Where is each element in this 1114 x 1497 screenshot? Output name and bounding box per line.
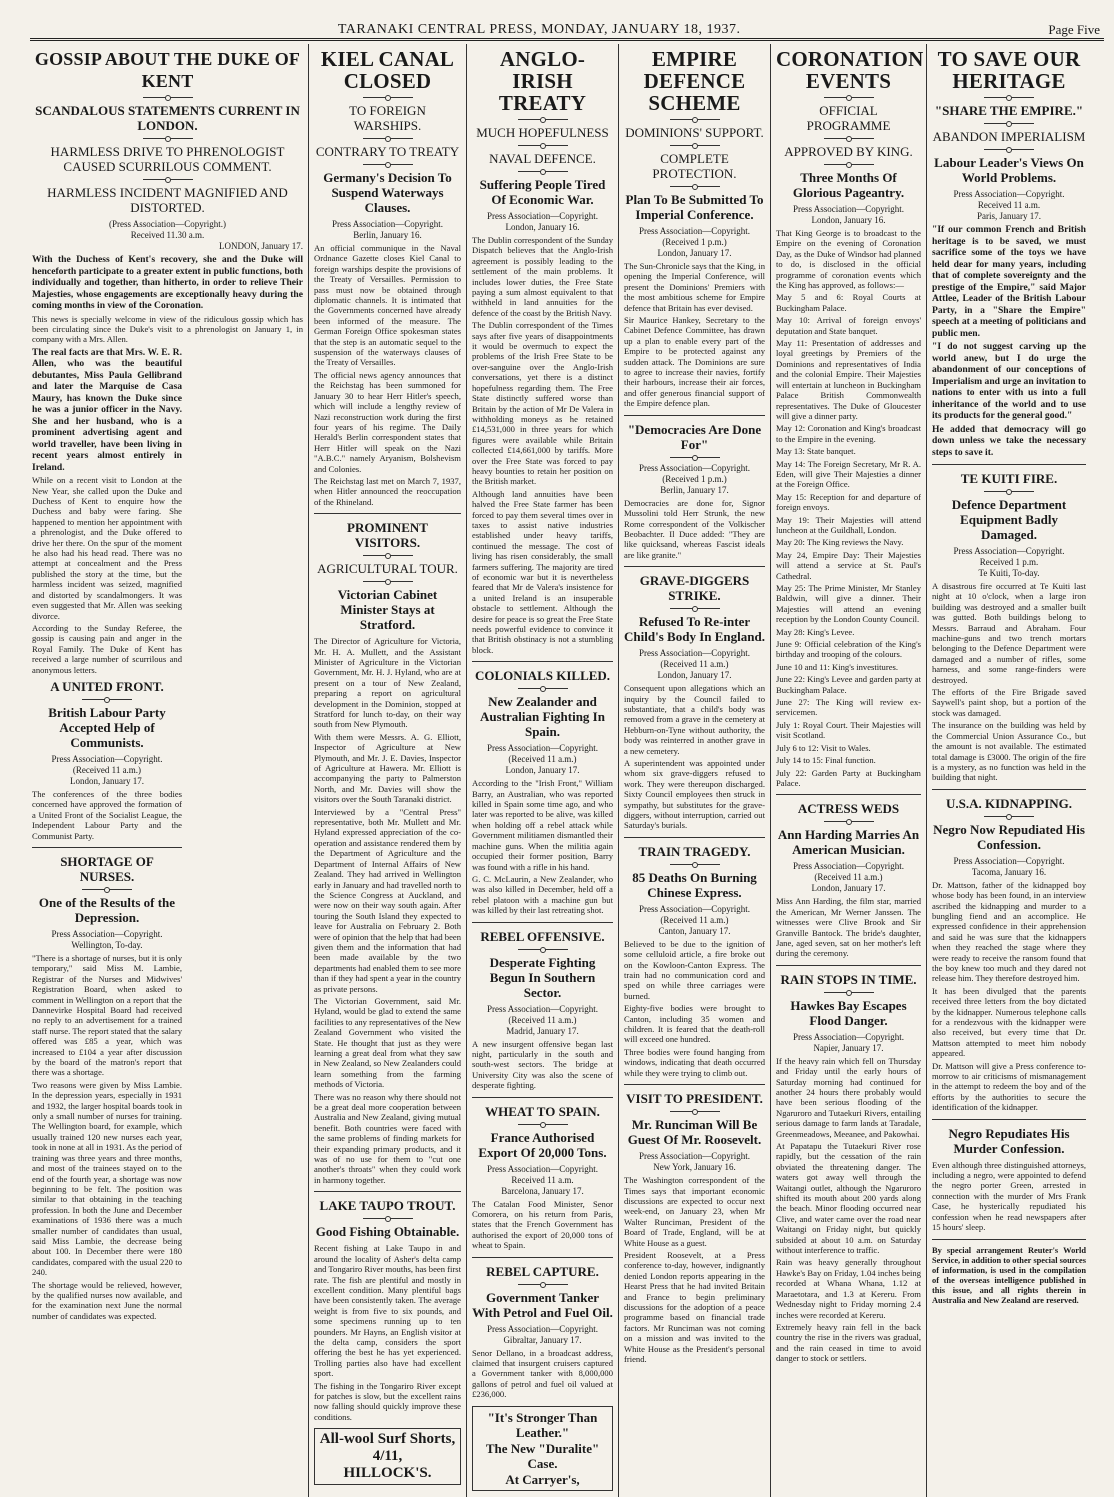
article-paragraph: The efforts of the Fire Brigade saved Saywell's paint shop, but a portion of the stock was damaged. [932,687,1086,718]
subhead-colonials: New Zealander and Australian Fighting In Spain. [480,694,605,740]
separator [984,149,1034,150]
headline-wheat: WHEAT TO SPAIN. [485,1103,600,1119]
separator [518,119,568,120]
credit: Press Association—Copyright. [486,1163,598,1174]
separator [670,864,720,865]
rule [776,794,921,795]
rule [314,513,461,514]
rule [472,922,613,923]
dateline: London, January 17. [811,883,886,894]
article-paragraph: Two reasons were given by Miss Lambie. In the depression years, especially in 1931 and 1932, the larger hospital boards took in only a small number of nurses for training. The Wellington board, for example, which usually trained 120 new nurses each year, took in none at all in 1931. As the period of training was three years and three months, and most of the trainees stayed on to the end of the fourth year, a shortage was now beginning to be felt. The position was similar to that obtaining in the teaching profession. In both the June and December examinations of 1936 there was a much smaller number of candidates than usual, said Miss Lambie, the decrease being about 100. In December there were 180 candidates, compared with the usual 220 to 240. [32,1079,182,1278]
dateline: Barcelona, January 17. [501,1185,584,1196]
dateline: Berlin, January 17. [660,484,729,495]
credit: Press Association—Copyright. [486,1003,598,1014]
subhead-gravediggers: Refused To Re-inter Child's Body In England. [624,614,765,645]
dateline: New York, January 16. [653,1162,736,1173]
article-paragraph: G. C. McLaurin, a New Zealander, who was also killed in December, held off a rebel platoon with a machine gun but was killed by their last retreating shot. [472,873,613,916]
dateline: London, January 17. [505,765,580,776]
article-paragraph: The Dublin correspondent of the Sunday Dispatch believes that the Anglo-Irish agreement is possibly leading to the settlement of the main problems. It includes lower duties, the Free State paying a sum almost equivalent to that withheld in land annuities for the defence of the coast by the British Navy. [472,235,613,318]
subhead-capture: Government Tanker With Petrol and Fuel Oil. [472,1289,613,1320]
separator [143,179,193,180]
page-number: Page Five [1048,22,1100,37]
headline-colonials: COLONIALS KILLED. [474,668,611,684]
headline-coronation: CORONATION EVENTS [776,47,924,93]
separator [518,145,568,146]
column-6 [926,44,1091,1497]
article-paragraph: With them were Messrs. A. G. Elliott, Inspector of Agriculture at New Plymouth, and Mr. J. E. Davies, Inspector of Agriculture at Hawera. Mr. Elliott is accompanying the party to Palmerston North, and Mr. Davies will show the visitors over the South Taranaki district. [314,731,461,805]
separator [363,164,413,165]
separator [143,138,193,139]
headline-visit: VISIT TO PRESIDENT. [626,1091,763,1107]
headline-taupo: LAKE TAUPO TROUT. [319,1198,456,1214]
event-item: June 9: Official celebration of the King's birthday and trooping of the colours. [776,639,921,660]
event-item: May 25: The Prime Minister, Mr Stanley Baldwin, will give a dinner. Their Majesties will attend an evening reception by the London County Council. [776,583,921,625]
article-paragraph: Three bodies were found hanging from windows, indicating that death occurred while they were trying to climb out. [624,1046,765,1078]
article-paragraph: A new insurgent offensive began last night, particularly in the south and south-west sectors. The bridge at University City was also the scene of desperate fighting. [472,1038,613,1091]
received: (Received 11 a.m.) [508,754,577,765]
credit: Press Association—Copyright. [953,189,1065,199]
ad-line: HILLOCK'S. [343,1465,432,1482]
event-item: July 14 to 15: Final function. [776,755,876,766]
article-paragraph: According to the Sunday Referee, the gossip is causing pain and anger in the Royal Family. The Duke of Kent has received a large number of scurrilous and anonymous letters. [32,622,182,675]
credit: Press Association—Copyright. [792,861,904,872]
rule [932,789,1086,790]
event-item: July 6 to 12: Visit to Wales. [776,742,871,753]
deck-empire-2: COMPLETE PROTECTION. [652,151,737,181]
article-paragraph: The Sun-Chronicle says that the King, in opening the Imperial Conference, will present the Dominions' Premiers with the most ambitious scheme for Empire defence that Britain has ever devised. [624,261,765,313]
credit: Press Association—Copyright. [638,462,750,473]
rule [472,661,613,662]
article-paragraph: While on a recent visit to London at the New Year, she called upon the Duke and Duchess of Kent to enquire how the Duchess and baby were faring. She happened to mention her appointment with a phrenologist, and the Duke offered to drive her there. On the spur of the moment he also had his head read. There was no attempt at concealment and the Press published the story at the time, but the harmless incident was seized, magnified and distorted by scandalmongers. It was even suggested that Mr. Allen was seeking divorce. [32,475,182,621]
dateline: Gibraltar, January 17. [503,1334,582,1345]
article-paragraph: The Dublin correspondent of the Times says after five years of disappointments it would be overmuch to expect the problems of the Irish Free State to be over-sanguine over the Anglo-Irish conversations, yet there is a distinct hopefulness regarding them. The Free State distinctly suffered worse than Britain by the action of Mr De Valera in withholding moneys as he retained £14,531,000 in three years for which figures were available while Britain collected £14,661,000 by tariffs. More over the Free State was forced to pay heavy bounties to retain her position on the British market. [472,320,613,487]
article-paragraph: There was no reason why there should not be a great deal more cooperation between Australia and New Zealand, giving mutual benefit. Both countries were faced with the same problems of finding markets for their expanding primary products, and it was of no use for them to "cut one another's throats" when they could work in harmony together. [314,1091,461,1185]
article-paragraph: Consequent upon allegations which an inquiry by the Council failed to substantiate, that a child's body was removed from a grave in the cemetery at Hebburn-on-Tyne without authority, the body was reinterred in another grave in a new cemetery. [624,683,765,756]
dateline: London, January 17. [70,775,144,786]
deck-heritage-1: "SHARE THE EMPIRE." [934,103,1084,118]
dateline: London, January 17. [657,670,732,681]
subhead-kiel: Germany's Decision To Suspend Waterways Clauses. [323,170,452,215]
separator [518,688,568,689]
credit: Press Association—Copyright. [486,743,598,754]
headline-heritage: TO SAVE OUR HERITAGE [937,47,1081,93]
subhead-empire: Plan To Be Submitted To Imperial Conference. [625,192,764,222]
event-item: May 15: Reception for and departure of foreign envoys. [776,491,921,513]
subhead-heritage: Labour Leader's Views On World Problems. [934,155,1084,185]
subhead-actress: Ann Harding Marries An American Musician. [777,827,920,858]
article-paragraph: Even although three distinguished attorneys, including a negro, were appointed to defend the negro porter Green, arrested in connection with the murder of Mrs Frank Case, he hysterically repudiated his confession when he read newspapers after 15 hours' sleep. [932,1159,1086,1233]
article-lead: With the Duchess of Kent's recovery, she and the Duke will henceforth participate to a greater extent in public functions, both individually and together, than hitherto, in order to relieve Their Majesties, whose engagements are exceptionally heavy during the coming months in view of the Coronation. [32,254,303,311]
separator [670,145,720,146]
headline-kidnap: U.S.A. KIDNAPPING. [945,795,1073,811]
separator [518,1124,568,1125]
credit: Press Association—Copyright. [792,204,904,214]
rule [472,1257,613,1258]
credit: (Press Association—Copyright.) [109,219,226,229]
copyright-notice: By special arrangement Reuter's World Service, in addition to other special sources of information, is used in the compilation of the overseas intelligence published in this issue, and all rights therein in Australia and New Zealand are reserved. [932,1245,1086,1305]
article-paragraph: Extremely heavy rain fell in the back country the rise in the rivers was gradual, and the rain ceased in time to avoid danger to stock or settlers. [776,1321,921,1364]
dateline: London, January 16. [811,215,886,225]
article-paragraph: According to the "Irish Front," William Barry, an Australian, who was reported killed in Spain some time ago, and who later was reported to be alive, was killed when holding off a rebel attack while Government militiamen dismantled their machine guns. When the militia again occupied their former position, Barry was found with a rifle in his hand. [472,778,613,872]
dateline: London, January 17. [657,248,732,258]
separator [984,491,1034,492]
rule [32,847,182,848]
article-paragraph: The Reichstag last met on March 7, 1937, when Hitler announced the reoccupation of the Rhineland. [314,475,461,507]
received: Received 11.30 a.m. [130,230,205,240]
separator [143,97,193,98]
separator [518,171,568,172]
deck-empire-1: DOMINIONS' SUPPORT. [625,125,764,140]
column-1 [32,44,308,1497]
received: Received 11 a.m. [977,200,1041,210]
received: (Received 11 a.m.) [660,914,729,925]
article-paragraph: The official news agency announces that the Reichstag has been summoned for January 30 to hear Herr Hitler's speech, which will include a lengthy review of Nazi reconstruction work during the first four years of his regime. The Daily Herald's Berlin correspondent states that Herr Hitler will speak on the Nazi "A.B.C." namely Aryanism, Bolshevism and Colonies. [314,369,461,474]
article-paragraph: If the heavy rain which fell on Thursday and Friday until the early hours of Saturday morning had continued for another 24 hours there probably would have been serious flooding of the Ngaruroro and Tutaekuri Rivers, entailing serious damage to farm lands at Taradale, Greenmeadows, Meeanee, and Pakowhai. [776,1055,921,1139]
event-item: May 19: Their Majesties will attend luncheon at the Guildhall, London. [776,514,921,535]
separator [984,123,1034,124]
article-paragraph: Dr. Mattson will give a Press conference to-morrow to air criticisms of mismanagement in the attempt to redeem the boy and of the efforts by the authorities to secure the identification of the kidnapper. [932,1060,1086,1113]
article-paragraph: Sir Maurice Hankey, Secretary to the Cabinet Defence Committee, has drawn up a plan to enable every part of the Empire to be protected against any sudden attack. The Dominions are sure to agree to increase their navies, fortify their harbours, increase their air forces, and offer generous financial support of the Empire defence plan. [624,315,765,409]
separator [670,119,720,120]
article-paragraph: The insurance on the building was held by the Commercial Union Assurance Co., but the amount is not available. The estimated total damage is £3000. The origin of the fire is a mystery, as no function was held in the building that night. [932,720,1086,783]
ad-line: 4/11, [372,1448,403,1465]
credit: Press Association—Copyright. [638,1151,750,1162]
deck-irish-2: NAVAL DEFENCE. [489,151,596,166]
event-item: June 27: The King will review ex-servicemen. [776,697,921,718]
subhead-coronation: Three Months Of Glorious Pageantry. [792,170,905,200]
deck-coronation-2: APPROVED BY KING. [784,144,913,159]
article-paragraph: It has been divulged that the parents received three letters from the boy dictated by the kidnapper. Numerous telephone calls for a rendezvous with the kidnapper were also received, but every time that Dr. Mattson attempted to meet him nobody appeared. [932,985,1086,1059]
separator [824,138,874,139]
column-2 [308,44,466,1497]
article-paragraph: The fishing in the Tongariro River except for patches is slow, but the excellent rains now falling should quickly improve these conditions. [314,1380,461,1422]
dateline: Berlin, January 16. [353,230,422,240]
subhead-murder: Negro Repudiates His Murder Confession. [948,1125,1070,1156]
article-paragraph: The Director of Agriculture for Victoria, Mr. H. A. Mullett, and the Assistant Minister of Agriculture in the Victorian Government, Mr. H. J. Hyland, who are at present on a tour of New Zealand, preparing a report on agricultural development in the Dominion, stopped at Stratford for lunch to-day, on their way south from New Plymouth. [314,636,461,730]
dateline: LONDON, January 17. [219,241,303,251]
separator [363,97,413,98]
received: (Received 1 p.m.) [662,237,727,247]
article-paragraph: Miss Ann Harding, the film star, married the American, Mr Werner Janssen. The witnesses were Clive Brook and Sir Granville Bantock. The bride's daughter, Jane, aged seven, sat on her mother's left during the ceremony. [776,896,921,959]
article-paragraph: Believed to be due to the ignition of some celluloid article, a fire broke out on the Kowloon-Canton Express. The train had no communication cord and sped on while three carriages were burned. [624,938,765,1001]
event-item: July 22: Garden Party at Buckingham Palace. [776,767,921,788]
headline-kent: GOSSIP ABOUT THE DUKE OF KENT [34,49,301,91]
subhead-rebel: Desperate Fighting Begun In Southern Sector. [489,954,596,1000]
separator [984,816,1034,817]
subhead-train: 85 Deaths On Burning Chinese Express. [632,869,757,900]
separator [670,1111,720,1112]
headline-actress: ACTRESS WEDS [797,801,900,817]
article-paragraph: Rain was heavy generally throughout Hawke's Bay on Friday, 1.04 inches being recorded at Whana Whana, 1.12 at Maraetotara, and 1.3 at Kereru. From Wednesday night to Friday morning 2.4 inches were recorded at Kereru. [776,1257,921,1320]
coronation-events-list [776,292,921,788]
headline-nurses: SHORTAGE OF NURSES. [60,853,154,884]
headline-front: A UNITED FRONT. [50,678,164,694]
event-item: May 28: King's Levee. [776,626,855,637]
subhead-nurses: One of the Results of the Depression. [38,894,176,925]
separator [518,949,568,950]
deck-kiel-2: CONTRARY TO TREATY [315,144,460,159]
separator [824,97,874,98]
headline-kiel: KIEL CANAL CLOSED [320,47,455,93]
subhead-kuiti: Defence Department Equipment Badly Damaged. [951,497,1067,542]
event-item: July 1: Royal Court. Their Majesties will visit Scotland. [776,719,921,741]
article-paragraph: At Papatapu the Tutaekuri River rose rapidly, but the cessation of the rain obviated the threatening danger. The waters got away well through the Waitangi outlet, although the Ngaruroro shifted its mouth about 200 yards along the beach. Minor flooding occurred near Clive, and water came over the road near Waitangi on Friday night, but quickly subsided at about 10 a.m. on Saturday without interference to traffic. [776,1141,921,1256]
credit: Press Association—Copyright. [486,211,598,221]
dateline: Te Kuiti, To-day. [978,568,1040,578]
credit: Press Association—Copyright. [638,226,750,236]
credit: Press Association—Copyright. [51,753,163,764]
masthead [30,16,1104,41]
dateline: Wellington, To-day. [71,939,143,950]
subhead-taupo: Good Fishing Obtainable. [315,1224,460,1240]
separator [984,97,1034,98]
deck-heritage-2: ABANDON IMPERIALISM [932,129,1086,144]
event-item: June 22: King's Levee and garden party at Buckingham Palace. [776,674,921,695]
credit: Press Association—Copyright. [486,1323,598,1334]
received: Received 11 a.m. [511,1174,574,1185]
separator [518,1284,568,1285]
event-item: May 11: Presentation of addresses and loyal greetings by Premiers of the Dominions and representatives of India and the colonial Empire. Their Majesties will entertain at luncheon in Buckingham Palace British Commonwealth representatives. The Duke of Gloucester will give a dinner party. [776,338,921,421]
rule [472,1097,613,1098]
received: (Received 11 a.m.) [508,1014,577,1025]
article-paragraph: "If our common French and British heritage is to be saved, we must sacrifice some of the toys we have held dear for many years, including that of complete sovereignty and the prestige of the Empire," said Major Attlee, Leader of the British Labour Party, in a "Share the Empire" speech at a meeting of politicians and public men. [932,224,1086,339]
headline-empire: EMPIRE DEFENCE SCHEME [643,47,746,115]
subhead-kidnap: Negro Now Repudiated His Confession. [933,821,1085,852]
article-paragraph: The Catalan Food Minister, Senor Comorera, on his return from Paris, states that the French Government has authorised the export of 20,000 tons of wheat to Spain. [472,1198,613,1251]
separator [670,186,720,187]
event-item: June 10 and 11: King's investitures. [776,661,899,672]
column-3 [466,44,618,1497]
article-paragraph: He added that democracy will go down unless we take the necessary steps to save it. [932,423,1086,458]
article-paragraph: This news is specially welcome in view of the ridiculous gossip which has been circulating since the Duke's visit to a phrenologist on January 1, in company with a Mrs. Allen. [32,313,303,345]
article-paragraph: The shortage would be relieved, however, by the qualified nurses now available, and for the examination next June the normal number of candidates was expected. [32,1279,182,1321]
rule [932,1239,1086,1240]
credit: Press Association—Copyright. [953,855,1065,866]
deck-kiel-1: TO FOREIGN WARSHIPS. [349,103,426,133]
received: Received 1 p.m. [979,557,1039,567]
separator [363,138,413,139]
rule [932,1119,1086,1120]
article-paragraph: The Victorian Government, said Mr. Hyland, would be glad to extend the same facilities to any representatives of the New Zealand Government who visited the State. He thought that just as they were learning a great deal from what they saw in New Zealand, so New Zealanders could learn something from the farming methods of Victoria. [314,995,461,1090]
deck-coronation-1: OFFICIAL PROGRAMME [806,103,891,133]
event-item: May 13: State banquet. [776,446,856,457]
received: (Received 11 a.m.) [814,872,883,883]
headline-capture: REBEL CAPTURE. [486,1263,599,1279]
subhead-front: British Labour Party Accepted Help of Communists. [48,704,166,750]
article-paragraph: Senor Dellano, in a broadcast address, claimed that insurgent cruisers captured a Government tanker with 8,000,000 gallons of petrol and fuel oil valued at £236,000. [472,1347,613,1400]
dateline: Paris, January 17. [977,211,1041,221]
headline-democracies: "Democracies Are Done For" [627,421,762,452]
advertisement-duralite [472,1406,613,1491]
received: (Received 1 p.m.) [662,473,727,484]
rule [932,464,1086,465]
dateline: Canton, January 17. [658,925,731,936]
deck-kent-2: HARMLESS DRIVE TO PHRENOLOGIST CAUSED SCURRILOUS COMMENT. [50,144,285,174]
separator [824,164,874,165]
credit: Press Association—Copyright. [638,648,750,659]
separator [363,1218,413,1219]
subhead-irish: Suffering People Tired Of Economic War. [479,177,606,207]
ad-line: All-wool Surf Shorts, [319,1431,456,1448]
credit: Press Association—Copyright. [331,219,443,229]
article-paragraph: A superintendent was appointed under whom six grave-diggers refused to work. They were thereupon discharged. Sixty Council employees then struck in sympathy, but substitutes for the grave-diggers, without interruption, carried out Saturday's burials. [624,757,765,831]
dateline: London, January 16. [505,222,580,232]
article-paragraph: Democracies are done for, Signor Mussolini told Herr Strunk, the new Rome correspondent of the Volkischer Beobachter. Il Duce added: "They are like quicksand, whereas Fascist ideals are like granite." [624,497,765,560]
column-5 [770,44,926,1497]
event-item: May 5 and 6: Royal Courts at Buckingham Palace. [776,292,921,313]
separator [82,889,132,890]
event-item: May 24, Empire Day: Their Majesties will attend a service at St. Paul's Cathedral. [776,549,921,581]
advertisement-surf-shorts [314,1428,461,1485]
separator [363,581,413,582]
deck-kent-1: SCANDALOUS STATEMENTS CURRENT IN LONDON. [35,103,300,133]
credit: Press Association—Copyright. [953,546,1065,556]
separator [824,821,874,822]
separator [82,699,132,700]
subhead-rain: Hawkes Bay Escapes Flood Danger. [790,997,907,1028]
separator [363,555,413,556]
column-4 [618,44,770,1497]
headline-rain: RAIN STOPS IN TIME. [780,971,917,987]
deck-irish-1: MUCH HOPEFULNESS [476,125,609,140]
received: (Received 11 a.m.) [72,764,142,775]
headline-irish: ANGLO-IRISH TREATY [498,47,587,115]
article-paragraph: Dr. Mattson, father of the kidnapped boy whose body has been found, in an interview ascribed the kidnapping and murder to a bungling fiend and an accomplice. He expressed confidence in their apprehension and said he was sure that the kidnappers when they reached the stage where they were ready to receive the ransom found that the boy knew too much and they dared not release him. They therefore destroyed him. [932,879,1086,984]
subhead-wheat: France Authorised Export Of 20,000 Tons. [478,1129,607,1160]
article-paragraph: The real facts are that Mrs. W. E. R. Allen, who was the beautiful debutantes, Miss Paula Gellibrand and later the Marquise de Casa Maury, has known the Duke since he was a junior officer in the Navy. She and her husband, who is a prominent advertising agent and world traveller, have been living in recent years almost entirely in Ireland. [32,346,182,473]
headline-gravediggers: GRAVE-DIGGERS STRIKE. [639,573,750,604]
event-item: May 14: The Foreign Secretary, Mr R. A. Eden, will give Their Majesties a dinner at the Foreign Office. [776,458,921,490]
ad-line: At Carryer's, [505,1471,580,1487]
headline-kuiti: TE KUITI FIRE. [960,471,1058,486]
dateline: Madrid, January 17. [506,1025,579,1036]
article-paragraph: "I do not suggest carving up the world anew, but I do urge the abandonment of our conceptions of Imperialism and urge an invitation to nations to enter with us into a full inheritance of the world and to use its products for the general good." [932,341,1086,421]
rule [624,566,765,567]
credit: Press Association—Copyright. [638,903,750,914]
masthead-title: TARANAKI CENTRAL PRESS, MONDAY, JANUARY 18, 1937. [337,22,741,37]
headline-train: TRAIN TRAGEDY. [638,843,751,859]
deck-visitors: AGRICULTURAL TOUR. [317,561,458,577]
received: (Received 11 a.m.) [660,659,729,670]
rule [624,1084,765,1085]
dateline: Tacoma, January 16. [971,866,1047,877]
separator [824,992,874,993]
event-item: May 10: Arrival of foreign envoys' deputation and State banquet. [776,315,921,336]
credit: Press Association—Copyright. [792,1031,904,1042]
headline-rebel: REBEL OFFENSIVE. [480,928,605,944]
rule [624,837,765,838]
rule [314,1191,461,1192]
article-paragraph: A disastrous fire occurred at Te Kuiti last night at 10 o'clock, when a large iron building was destroyed and a smaller built was gutted. Both buildings belong to Messrs. Barraud and Abraham. Four machine-guns and two trench mortars belonging to the Defence Department were damaged and a number of rifles, some harness, and some range-finders were destroyed. [932,581,1086,685]
article-paragraph: The conferences of the three bodies concerned have approved the formation of a United Front of the Socialist League, the Independent Labour Party and the Communist Party. [32,788,182,841]
separator [670,608,720,609]
deck-kent-3: HARMLESS INCIDENT MAGNIFIED AND DISTORTED. [47,185,288,215]
rule [776,965,921,966]
headline-visitors: PROMINENT VISITORS. [347,520,428,551]
ad-line: "It's Stronger Than Leather." [487,1409,598,1440]
rule [624,415,765,416]
subhead-visit: Mr. Runciman Will Be Guest Of Mr. Roosevelt. [627,1117,762,1148]
article-paragraph: That King George is to broadcast to the Empire on the evening of Coronation Day, as the Duke of Windsor had planned to do, is disclosed in the official programme of coronation events which the King has approved, as follows:— [776,228,921,291]
subhead-visitors: Victorian Cabinet Minister Stays at Stratford. [337,587,438,633]
article-paragraph: Recent fishing at Lake Taupo in and around the locality of Asher's delta camp and Tongariro River mouths, has been first rate. The fish are plentiful and mostly in excellent condition. Many plentiful bags have been consistently taken. The average weight is from five to six pounds, and some specimens running up to ten pounders. Mr Hayns, an English visitor at the delta camp, considers the sport offering the best he has yet experienced. Trolling parties also have had excellent sport. [314,1243,461,1379]
article-paragraph: Although land annuities have been halved the Free State farmer has been forced to pay them several times over in taxes to assist native industries established under heavy tariffs, continued the message. The cost of living has risen considerably, the small farmers suffering. The majority are tired of economic war but it is nevertheless feared that Mr de Valera's insistence for a united Ireland is an insuperable obstacle to settlement. Although the desire for peace is so great the Free State needs powerful evidence to convince it that British obstinacy is not a stumbling block. [472,488,613,655]
dateline: Napier, January 17. [813,1042,884,1053]
event-item: May 20: The King reviews the Navy. [776,537,904,548]
article-paragraph: Eighty-five bodies were brought to Canton, including 35 women and children. It is feared that the death-roll will exceed one hundred. [624,1003,765,1045]
event-item: May 12: Coronation and King's broadcast to the Empire in the evening. [776,423,921,444]
ad-line: The New "Duralite" Case. [485,1440,600,1471]
article-paragraph: "There is a shortage of nurses, but it is only temporary," said Miss M. Lambie, Registrar of the Nurses and Midwives' Registration Board, when asked to comment in Wellington on a report that the Dannevirke Hospital Board had received no reply to an advertisement for a trained staff nurse. The report stated that the salary offered was £85 a year, which was increased to £104 a year after discussion by the board of the matron's report that there was a shortage. [32,952,182,1078]
article-paragraph: Interviewed by a "Central Press" representative, both Mr. Mullett and Mr. Hyland expressed appreciation of the co-operation and assistance rendered them by the Department of Agriculture and the Department of Internal Affairs of New Zealand. They had arrived in Wellington early in January and had travelled north to the Science Congress at Auckland, and were now on their way south again. After touring the South Island they expected to leave for Australia on February 2. Both were of opinion that the help that had been given them and the information that had been made available by the two departments had enabled them to see more than if they had spent a year in the country as private persons. [314,806,462,994]
separator [670,457,720,458]
article-paragraph: President Roosevelt, at a Press conference to-day, however, indignantly denied London reports appearing in the Hearst Press that he had invited Britain and France to begin preliminary discussions for the adoption of a peace programme based on financial trade factors. Mr Runciman was not coming on a mission and was invited to the White House as the President's personal friend. [624,1249,765,1364]
credit: Press Association—Copyright. [51,928,163,939]
article-paragraph: An official communique in the Naval Ordnance Gazette closes Kiel Canal to foreign warships despite the provisions of the Treaty of Versailles. Permission to pass must now be obtained through diplomatic channels. It is intimated that the Governments concerned have already been informed of the measure. The German Foreign Office spokesman states that the step is an automatic sequel to the suspension of the waterways clauses of the Treaty of Versailles. [314,243,461,368]
article-paragraph: The Washington correspondent of the Times says that important economic discussions are expected to occur next week-end, on January 23, when Mr Walter Runciman, President of the Board of Trade, England, will be at White House as a guest. [624,1175,765,1248]
